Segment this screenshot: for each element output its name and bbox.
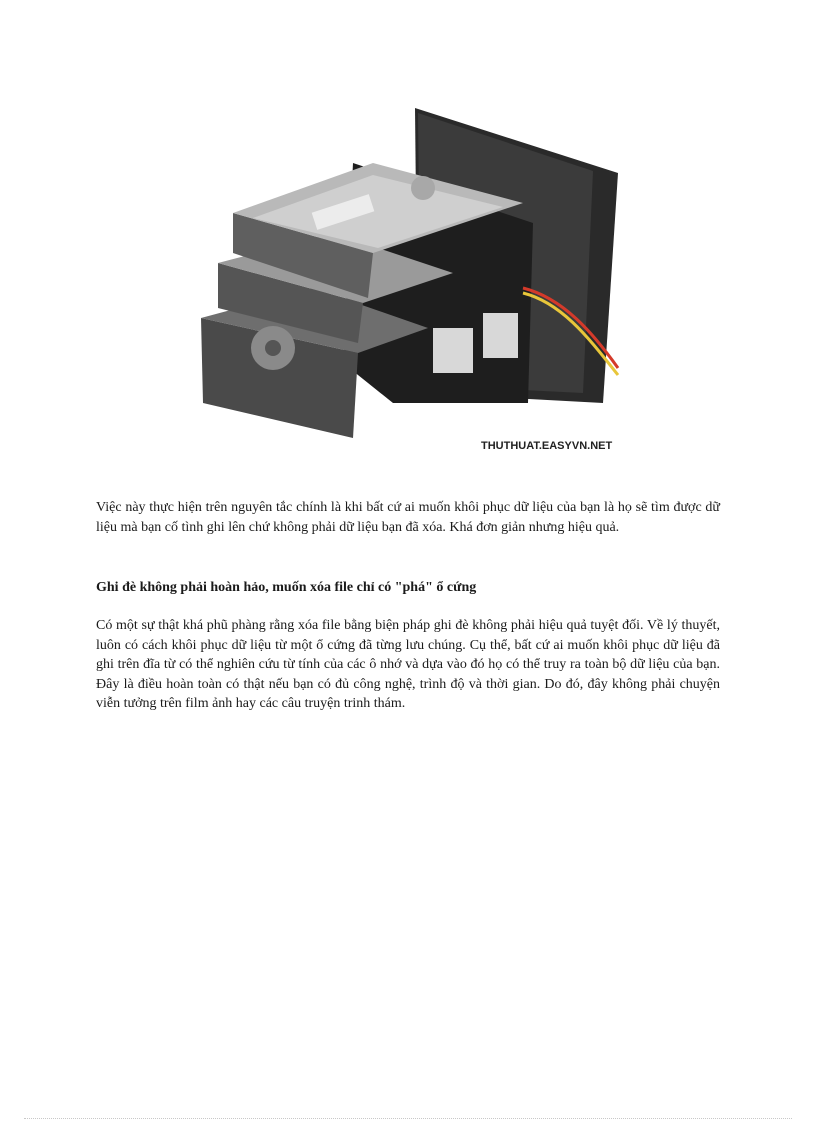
hard-drive-rack-photo: [193, 103, 623, 458]
frame-cutout: [483, 313, 518, 358]
footer-divider: [24, 1118, 792, 1119]
section-heading: Ghi đè không phải hoàn hảo, muốn xóa file chỉ có "phá" ổ cứng: [96, 580, 477, 595]
watermark: THUTHUAT.EASYVN.NET: [481, 440, 613, 452]
paragraph-2: Có một sự thật khá phũ phàng rằng xóa file bằng biện pháp ghi đè không phải hiệu quả tuyệt đối. Về lý thuyết, luôn có cách khôi phục dữ liệu từ một ổ cứng đã từng lưu chúng. Cụ thể, bất cứ ai muốn khôi phục dữ liệu đã ghi trên đĩa từ có thể nghiên cứu từ tính của các ô nhớ và dựa vào đó họ có thể truy ra toàn bộ dữ liệu của bạn. Đây là điều hoàn toàn có thật nếu bạn có đủ công nghệ, trình độ và thời gian. Do đó, đây không phải chuyện viễn tưởng trên film ảnh hay các câu truyện trinh thám.: [96, 618, 720, 711]
paragraph-1: Việc này thực hiện trên nguyên tắc chính là khi bất cứ ai muốn khôi phục dữ liệu của bạn là họ sẽ tìm được dữ liệu mà bạn cố tình ghi lên chứ không phải dữ liệu bạn đã xóa. Khá đơn giản nhưng hiệu quả.: [96, 500, 720, 535]
